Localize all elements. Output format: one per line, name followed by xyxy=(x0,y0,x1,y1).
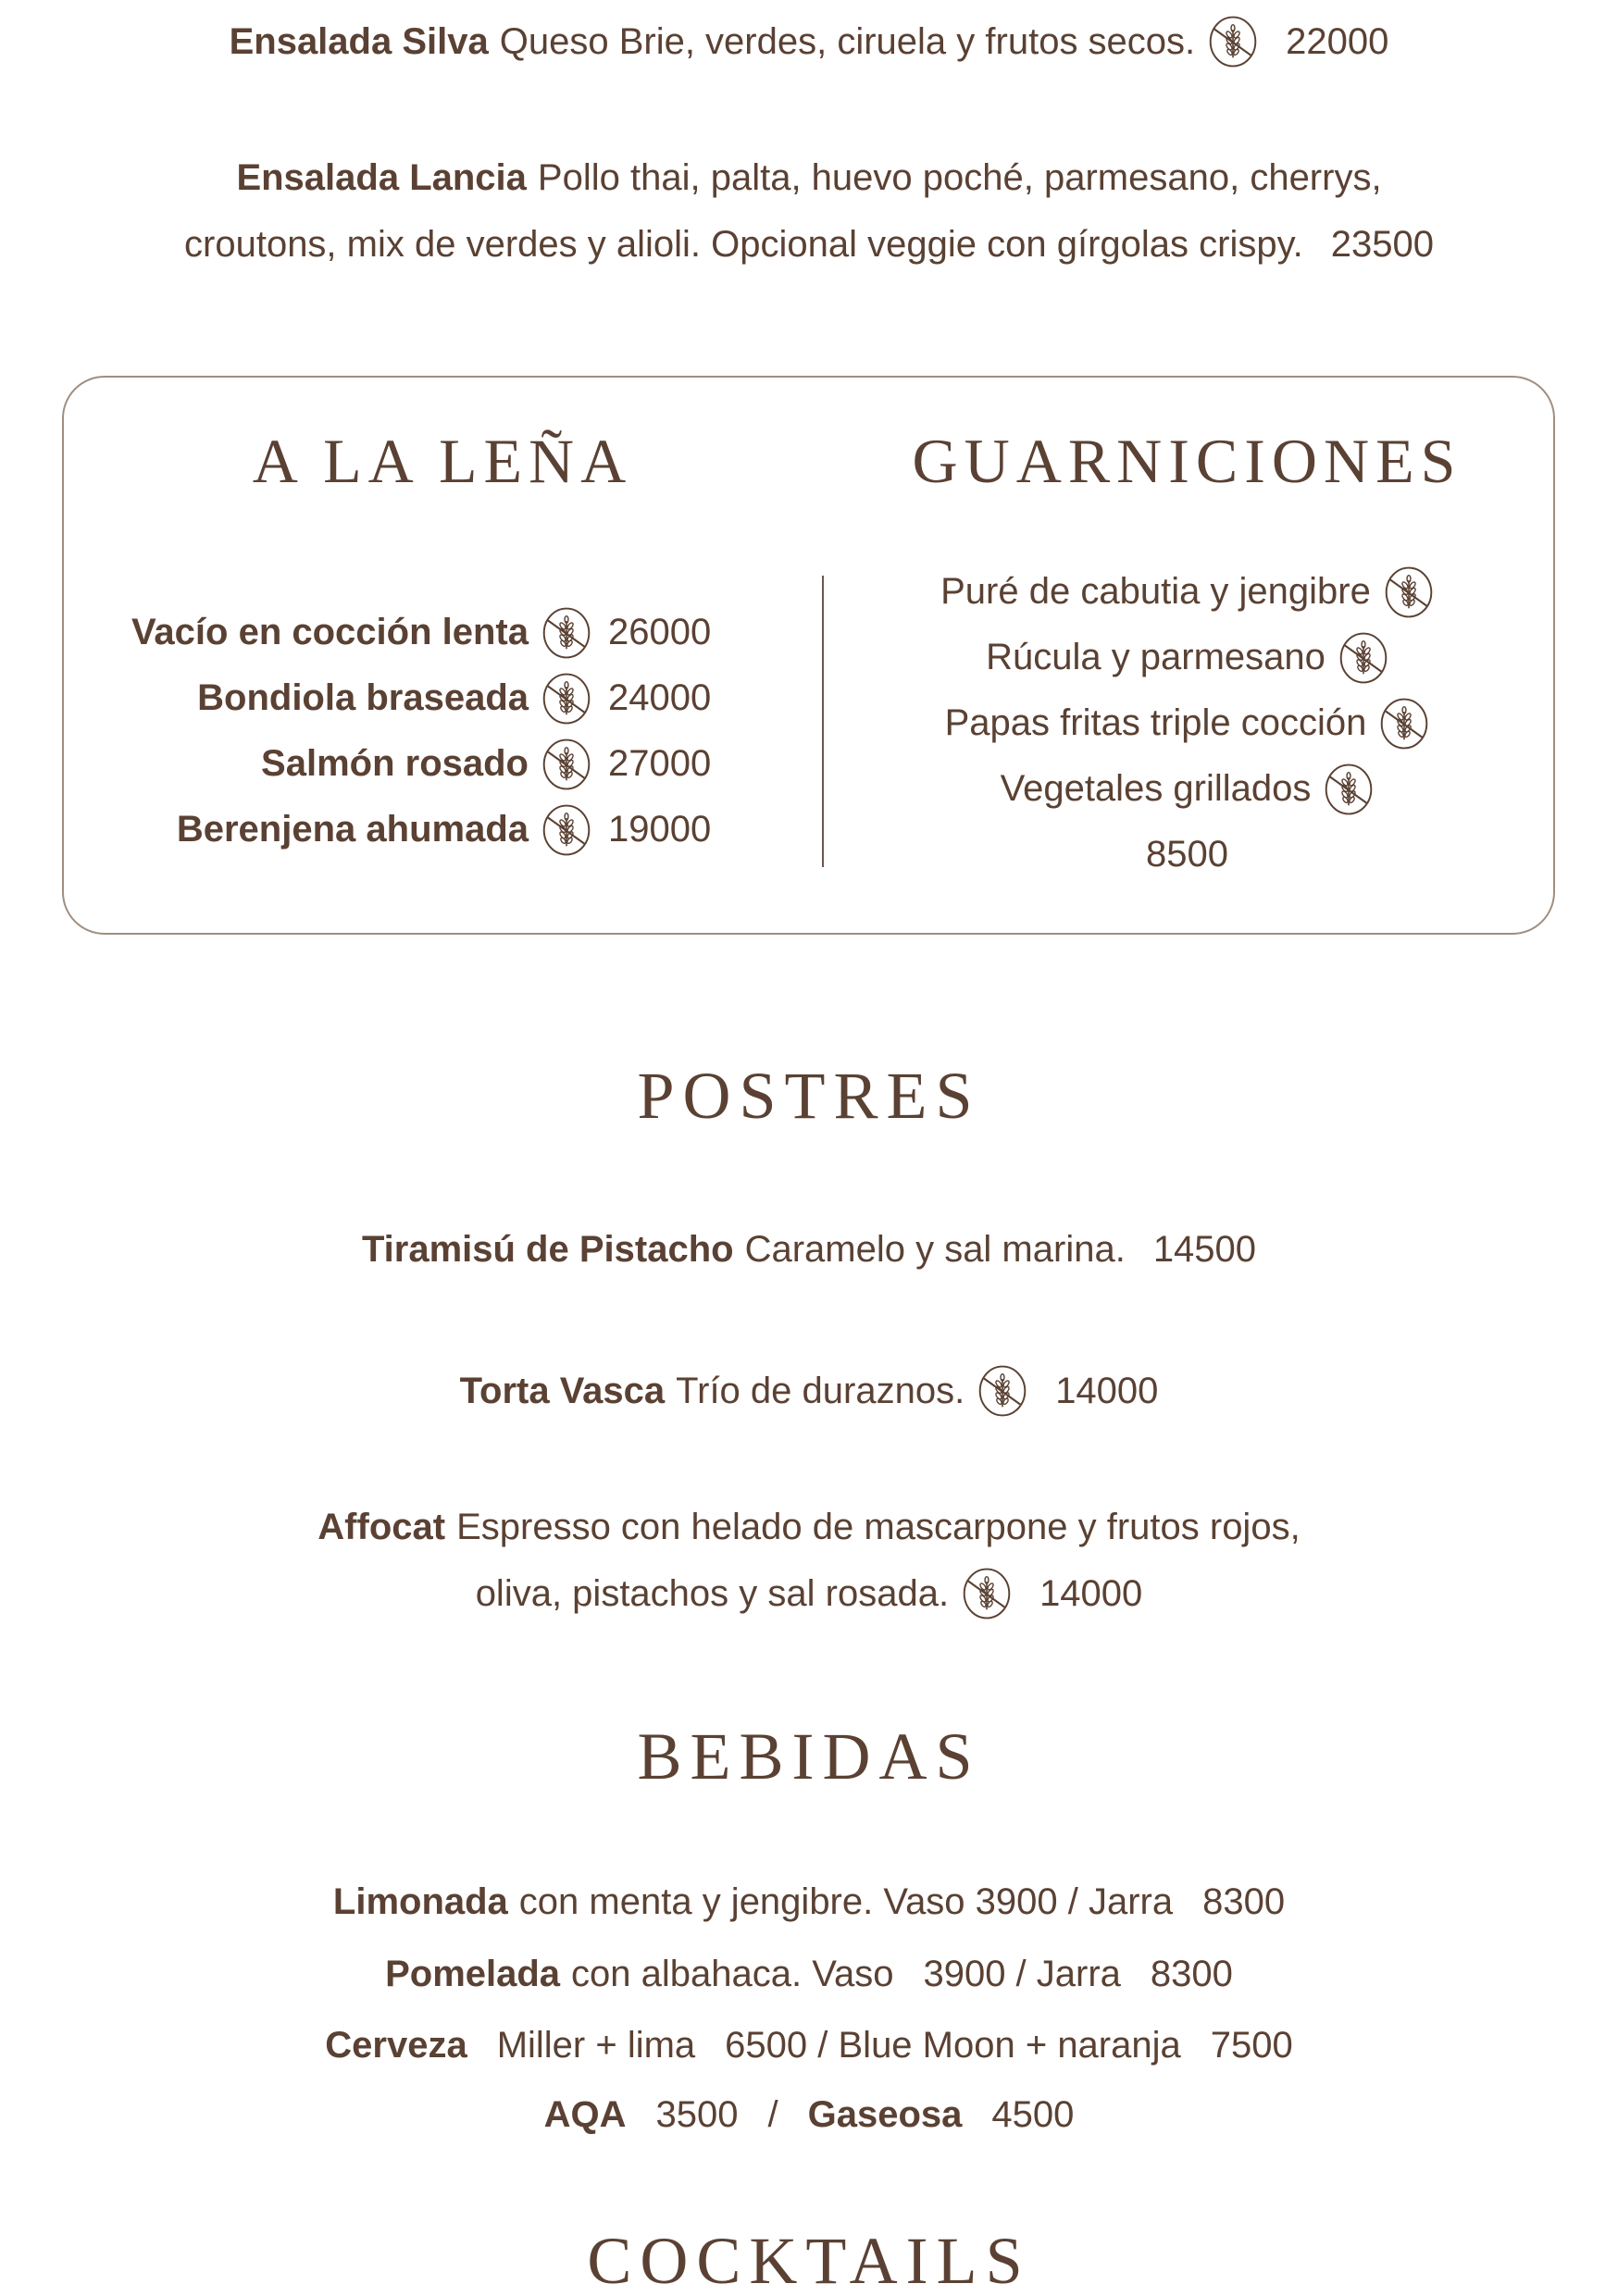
item-line xyxy=(0,1560,1618,1627)
item-text: 3500 xyxy=(655,2093,739,2135)
item-text: con menta y jengibre. Vaso 3900 / Jarra xyxy=(518,1880,1174,1922)
item-text: 4500 xyxy=(991,2093,1075,2135)
guarniciones-price: 8500 xyxy=(1146,834,1228,875)
section-title-guarniciones: GUARNICIONES xyxy=(912,425,1462,496)
item-name: Gaseosa xyxy=(807,2093,963,2135)
menu-item-pomelada xyxy=(0,1947,1618,2001)
section-guarniciones xyxy=(821,378,1553,933)
section-title-postres: POSTRES xyxy=(637,1058,981,1133)
menu-item-ensalada-lancia xyxy=(0,144,1618,278)
item-description: Queso Brie, verdes, ciruela y frutos secos. xyxy=(499,20,1196,62)
menu-item-ensalada-silva xyxy=(0,15,1618,68)
menu-item-rucula xyxy=(821,625,1553,690)
item-name: Bondiola braseada xyxy=(197,677,529,718)
item-name: Berenjena ahumada xyxy=(176,809,529,850)
item-name: Pomelada xyxy=(385,1953,561,1994)
gluten-free-icon xyxy=(541,803,591,857)
menu-item-salmon xyxy=(64,731,821,797)
item-name: Tiramisú de Pistacho xyxy=(361,1228,734,1270)
menu-item-vacio xyxy=(64,600,821,665)
item-price: 14500 xyxy=(1152,1228,1257,1270)
item-name: Torta Vasca xyxy=(459,1370,666,1411)
gluten-free-icon xyxy=(1208,15,1258,68)
item-name: AQA xyxy=(543,2093,627,2135)
menu-item-aqa-gaseosa xyxy=(0,2088,1618,2141)
gluten-free-icon xyxy=(962,1567,1012,1620)
item-description: oliva, pistachos y sal rosada. xyxy=(475,1572,950,1614)
item-price: 22000 xyxy=(1286,20,1389,62)
item-price: 24000 xyxy=(608,677,712,718)
section-title-bebidas: BEBIDAS xyxy=(637,1719,981,1793)
gluten-free-icon xyxy=(541,738,591,791)
item-description: croutons, mix de verdes y alioli. Opcional veggie con gírgolas crispy. xyxy=(184,223,1303,265)
item-description: Pollo thai, palta, huevo poché, parmesano, cherrys, xyxy=(537,156,1382,198)
menu-item-torta-vasca xyxy=(0,1364,1618,1418)
item-name: Puré de cabutia y jengibre xyxy=(940,571,1371,612)
item-name: Ensalada Silva xyxy=(229,20,489,62)
menu-item-tiramisu xyxy=(0,1222,1618,1276)
item-text: Miller + lima xyxy=(496,2024,696,2066)
section-title-a-la-lena: A LA LEÑA xyxy=(252,425,633,496)
item-line xyxy=(0,144,1618,211)
item-price: 14000 xyxy=(1039,1572,1143,1614)
a-la-lena-list xyxy=(64,600,821,863)
item-name: Vegetales grillados xyxy=(1000,768,1312,809)
item-price: 27000 xyxy=(608,743,712,784)
item-description: Espresso con helado de mascarpone y frutos rojos, xyxy=(456,1506,1301,1547)
item-name: Salmón rosado xyxy=(261,743,529,784)
item-name: Limonada xyxy=(332,1880,508,1922)
item-price: 14000 xyxy=(1055,1370,1159,1411)
item-text: 6500 / Blue Moon + naranja xyxy=(725,2024,1181,2066)
gluten-free-icon xyxy=(541,606,591,660)
menu-item-affocat xyxy=(0,1494,1618,1627)
gluten-free-icon xyxy=(1379,697,1429,751)
item-name: Vacío en cocción lenta xyxy=(131,612,529,652)
menu-item-bondiola xyxy=(64,665,821,731)
item-description: Caramelo y sal marina. xyxy=(744,1228,1126,1270)
framed-section-box xyxy=(62,376,1555,935)
item-line xyxy=(0,211,1618,278)
item-text: / xyxy=(767,2093,778,2135)
gluten-free-icon xyxy=(1384,565,1434,619)
guarniciones-list xyxy=(821,559,1553,887)
item-name: Affocat xyxy=(317,1506,446,1547)
gluten-free-icon xyxy=(1324,763,1374,816)
item-price: 19000 xyxy=(608,809,712,850)
item-text: con albahaca. Vaso xyxy=(571,1953,894,1994)
item-name: Ensalada Lancia xyxy=(236,156,527,198)
section-a-la-lena xyxy=(64,378,821,933)
menu-item-pure xyxy=(821,559,1553,625)
item-text: 8300 xyxy=(1150,1953,1233,1994)
item-price: 26000 xyxy=(608,612,712,652)
item-price: 23500 xyxy=(1330,223,1434,265)
item-name: Rúcula y parmesano xyxy=(986,637,1326,677)
column-divider xyxy=(822,576,824,867)
item-name: Papas fritas triple cocción xyxy=(944,702,1367,743)
menu-item-papas xyxy=(821,690,1553,756)
gluten-free-icon xyxy=(1338,631,1388,685)
menu-item-vegetales xyxy=(821,756,1553,822)
item-text: 7500 xyxy=(1210,2024,1293,2066)
item-line xyxy=(0,1494,1618,1560)
gluten-free-icon xyxy=(977,1364,1027,1418)
item-description: Trío de duraznos. xyxy=(676,1370,965,1411)
menu-item-berenjena xyxy=(64,797,821,863)
gluten-free-icon xyxy=(541,672,591,726)
item-text: 3900 / Jarra xyxy=(923,1953,1121,1994)
item-text: 8300 xyxy=(1202,1880,1286,1922)
menu-item-limonada xyxy=(0,1875,1618,1929)
menu-item-cerveza xyxy=(0,2018,1618,2072)
section-title-cocktails: COCKTAILS xyxy=(587,2223,1031,2296)
item-name: Cerveza xyxy=(325,2024,467,2066)
